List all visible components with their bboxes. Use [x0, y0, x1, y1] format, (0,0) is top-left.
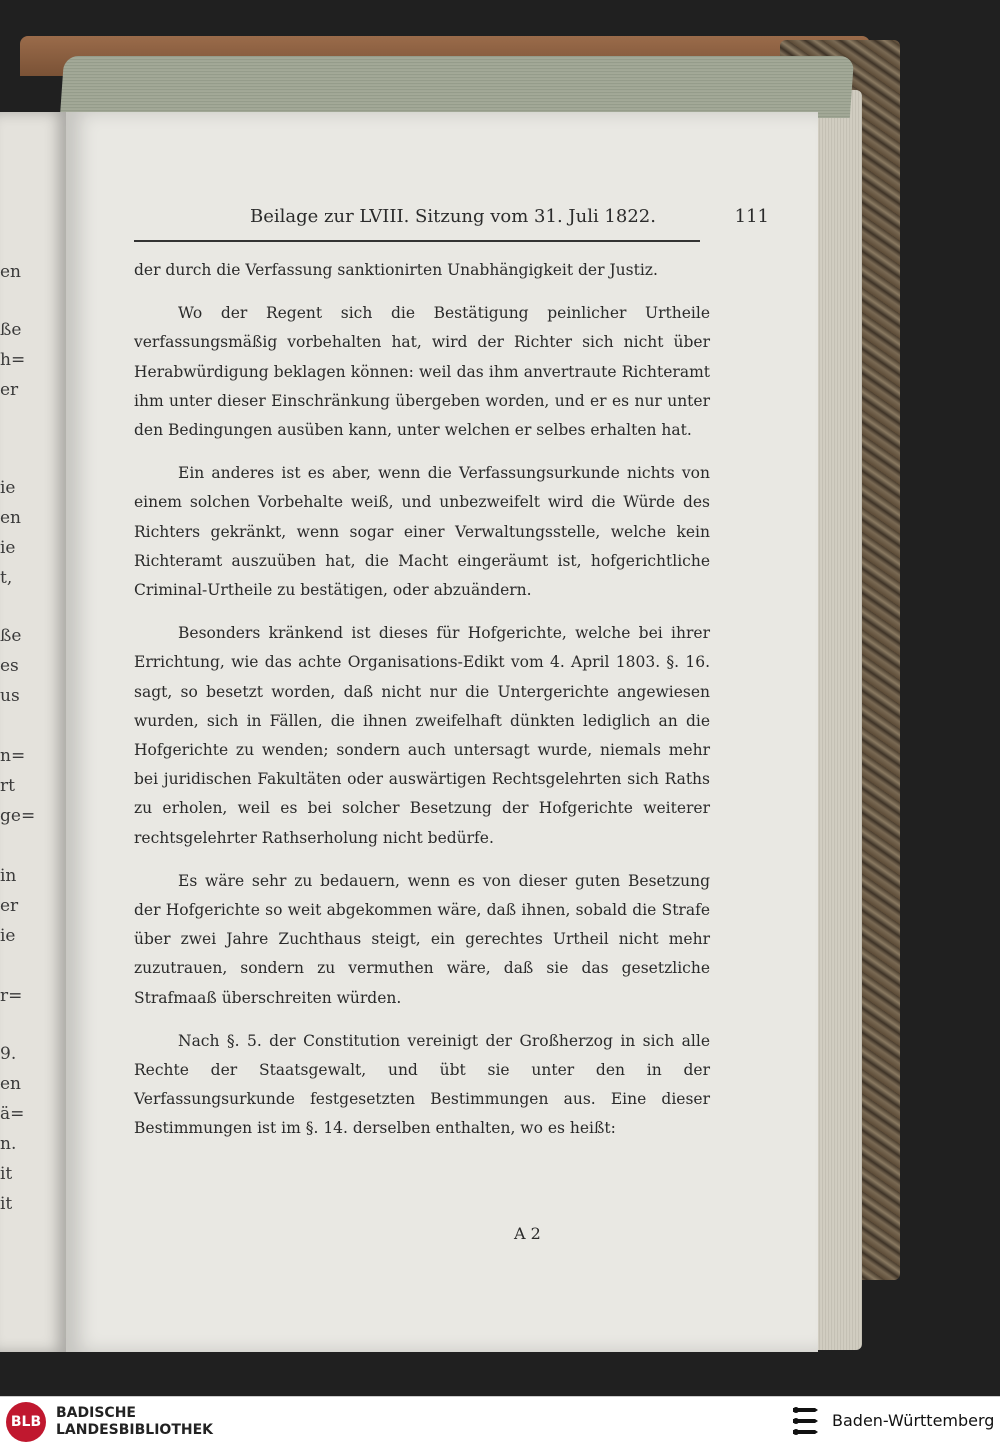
- footer-bar: [0, 1396, 1000, 1447]
- left-fragment: ie: [0, 478, 16, 498]
- blb-logo[interactable]: BLB: [6, 1402, 46, 1442]
- paragraph: Ein anderes ist es aber, wenn die Verfassungsurkunde nichts von einem solchen Vorbehalte weiß, und unbezweifelt wird die Würde des Richters gekränkt, wenn sogar einer Verwaltungsstelle, welche kein Richteramt auszuüben hat, die Macht eingeräumt ist, hofgerichtliche Criminal-Urtheile zu bestätigen, oder abzuändern.: [134, 464, 710, 600]
- left-fragment: 9.: [0, 1044, 17, 1064]
- left-fragment: ße: [0, 320, 22, 340]
- paragraph: der durch die Verfassung sanktionirten Unabhängigkeit der Justiz.: [134, 261, 658, 279]
- left-fragment: es: [0, 656, 19, 676]
- running-head: Beilage zur LVIII. Sitzung vom 31. Juli 1822.: [250, 206, 656, 227]
- left-fragment: en: [0, 262, 22, 282]
- left-fragment: r=: [0, 986, 23, 1006]
- left-fragment: ä=: [0, 1104, 25, 1124]
- left-fragment: t,: [0, 568, 13, 588]
- left-fragment: in: [0, 866, 17, 886]
- paragraph: Nach §. 5. der Constitution vereinigt der Großherzog in sich alle Rechte der Staatsgewalt, und übt sie unter den in der Verfassungsurkunde festgesetzten Bestimmungen aus. Eine dieser Bestimmungen ist im §. 14. derselben enthalten, wo es heißt:: [134, 1031, 710, 1138]
- left-fragment: ße: [0, 626, 22, 646]
- left-fragment: n=: [0, 746, 26, 766]
- left-fragment: ie: [0, 926, 16, 946]
- left-fragment: en: [0, 508, 22, 528]
- paragraph: Es wäre sehr zu bedauern, wenn es von dieser guten Besetzung der Hofgerichte so weit abgekommen wäre, daß ihnen, sobald die Strafe über zwei Jahre Zuchthaus steigt, ein gerechtes Urtheil nicht mehr zuzutrauen, sondern zu vermuthen wäre, daß sie das gesetzliche Strafmaaß überschreiten würden.: [134, 871, 710, 1007]
- left-fragment: it: [0, 1164, 13, 1184]
- paragraph: Besonders kränkend ist dieses für Hofgerichte, welche bei ihrer Errichtung, wie das achte Organisations-Edikt vom 4. April 1803. §. 16. sagt, so besetzt worden, daß nicht nur die Untergerichte angewiesen wurden, sich in Fällen, die ihnen zweifelhaft dünkten lediglich an die Hofgerichte zu wenden; sondern auch untersagt wurde, niemals mehr bei juridischen Fakultäten oder auswärtigen Rechtsgelehrten sich Raths zu erholen, weil es bei solcher Besetzung der Hofgerichte weiterer rechtsgelehrter Rathserholung nicht bedürfe.: [134, 624, 710, 847]
- page-number: 111: [734, 206, 769, 227]
- left-fragment: n.: [0, 1134, 17, 1154]
- left-fragment: ie: [0, 538, 16, 558]
- left-fragment: h=: [0, 350, 26, 370]
- left-fragment: rt: [0, 776, 15, 796]
- state-name[interactable]: Baden-Württemberg: [832, 1411, 995, 1430]
- left-fragment: en: [0, 1074, 22, 1094]
- library-name-line1: BADISCHE: [56, 1405, 136, 1421]
- header-rule: [134, 240, 700, 242]
- library-name-line2: LANDESBIBLIOTHEK: [56, 1422, 214, 1438]
- left-page: [0, 112, 68, 1352]
- left-fragment: it: [0, 1194, 13, 1214]
- left-fragment: er: [0, 896, 19, 916]
- left-fragment: ge=: [0, 806, 36, 826]
- left-fragment: er: [0, 380, 19, 400]
- page-header: [184, 204, 769, 234]
- left-fragment: us: [0, 686, 20, 706]
- library-name[interactable]: [56, 1405, 213, 1439]
- page-body: [134, 256, 710, 1158]
- paragraph: Wo der Regent sich die Bestätigung peinlicher Urtheile verfassungsmäßig vorbehalten hat, wird der Richter sich nicht über Herabwürdigung beklagen können: weil das ihm anvertraute Richteramt ihm unter dieser Einschränkung übergeben worden, und er es nur unter den Bedingungen ausüben kann, unter welchen er selbes erhalten hat.: [134, 304, 710, 440]
- top-page-edges: [60, 56, 854, 118]
- three-lions-icon[interactable]: [790, 1404, 822, 1440]
- right-page: [66, 112, 818, 1352]
- signature-mark: A 2: [514, 1224, 541, 1243]
